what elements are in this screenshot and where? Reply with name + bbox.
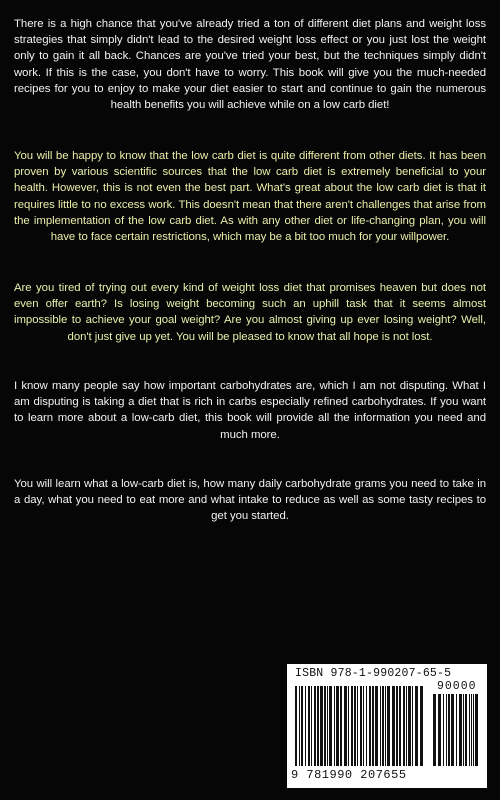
ean-digits: 9 781990 207655 <box>291 768 407 782</box>
blurb-paragraph-1: There is a high chance that you've already tried a ton of different diet plans and weight loss strategies that simply didn't lead to the desired weight loss effect or you just lost the weight only to gain it all back. Chances are you've tried your best, but the techniques simply didn't work. If this is the case, you don't have to worry. This book will give you the much-needed recipes for you to enjoy to make your diet easier to start and continue to gain the numerous health benefits you will achieve while on a low carb diet! <box>14 18 486 112</box>
blurb-paragraph-4: I know many people say how important carbohydrates are, which I am not disputing. What I am disputing is taking a diet that is rich in carbs especially refined carbohydrates. If you want to learn more about a low-carb diet, this book will provide all the information you need and much more. <box>14 380 486 441</box>
price-addon-digits: 90000 <box>437 680 477 693</box>
isbn-barcode <box>287 664 487 788</box>
addon-barcode-bars <box>433 694 479 770</box>
ean-barcode-bars <box>295 686 427 770</box>
isbn-number: ISBN 978-1-990207-65-5 <box>295 667 452 680</box>
blurb-paragraph-3: Are you tired of trying out every kind of weight loss diet that promises heaven but does not even offer earth? Is losing weight becoming such an uphill task that it seems almost impossible to achieve your goal weight? Are you almost giving up ever losing weight? Well, don't just give up yet. You will be pleased to know that all hope is not lost. <box>14 282 486 343</box>
blurb-paragraph-2: You will be happy to know that the low carb diet is quite different from other diets. It has been proven by various scientific sources that the low carb diet is extremely beneficial to your health. However, this is not even the best part. What's great about the low carb diet is that it requires little to no excess work. This doesn't mean that there aren't challenges that arise from the implementation of the low carb diet. As with any other diet or life-changing plan, you will have to face certain restrictions, which may be a bit too much for your willpower. <box>14 150 486 244</box>
blurb-paragraph-5: You will learn what a low-carb diet is, how many daily carbohydrate grams you need to take in a day, what you need to eat more and what intake to reduce as well as some tasty recipes to get you started. <box>14 478 486 523</box>
